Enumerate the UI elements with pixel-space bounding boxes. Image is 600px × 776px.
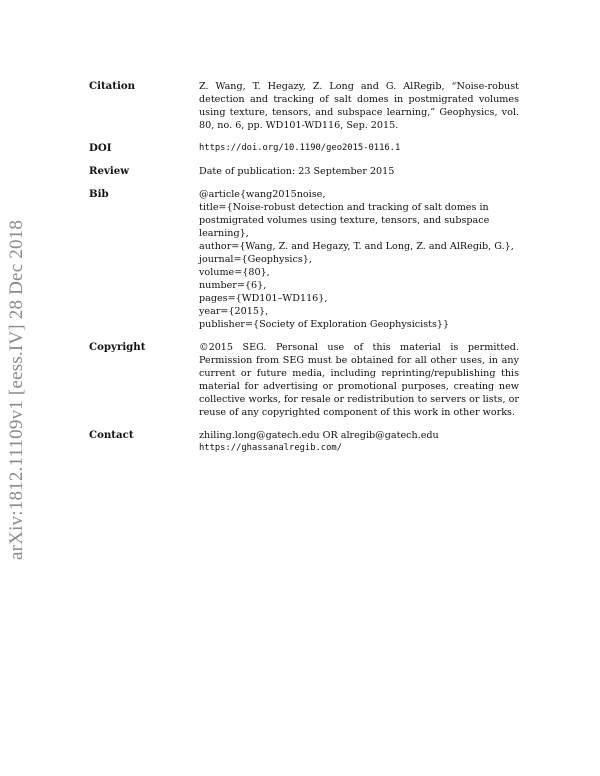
- bib-line: volume={80},: [199, 267, 270, 278]
- citation-text: Z. Wang, T. Hegazy, Z. Long and G. AlRegib, “Noise-robust detection and tracking of salt domes in postmigrated volumes using texture, tensors, and subspace learning,” Geophysics, vol. 80, no. 6, pp. WD101-WD116, Sep. 2015.: [199, 81, 519, 131]
- bib-line: pages={WD101–WD116},: [199, 293, 328, 304]
- contact-details: [199, 429, 519, 455]
- bib-line: year={2015},: [199, 306, 269, 317]
- copyright-text: ©2015 SEG. Personal use of this material is permitted. Permission from SEG must be obtained for all other uses, in any current or future media, including reprinting/republishing this material for advertising or promotional purposes, creating new collective works, for resale or redistribution to servers or lists, or reuse of any copyrighted component of this work in other works.: [199, 342, 519, 418]
- copyright-row: [89, 341, 519, 419]
- bib-row: [89, 188, 519, 331]
- cover-page-table: [89, 80, 519, 465]
- citation-label: Citation: [89, 80, 136, 92]
- contact-website-link[interactable]: https://ghassanalregib.com/: [199, 443, 342, 453]
- citation-row: [89, 80, 519, 132]
- bib-entry: [199, 188, 519, 331]
- bib-line: number={6},: [199, 280, 267, 291]
- contact-email[interactable]: zhiling.long@gatech.edu OR alregib@gatech.edu: [199, 430, 439, 441]
- contact-row: [89, 429, 519, 455]
- review-row: [89, 165, 519, 178]
- bib-line: author={Wang, Z. and Hegazy, T. and Long, Z. and AlRegib, G.},: [199, 241, 514, 252]
- review-text: Date of publication: 23 September 2015: [199, 166, 395, 177]
- doi-link[interactable]: https://doi.org/10.1190/geo2015-0116.1: [199, 143, 401, 153]
- contact-label: Contact: [89, 429, 134, 441]
- doi-label: DOI: [89, 142, 112, 154]
- arxiv-identifier: arXiv:1812.11109v1 [eess.IV] 28 Dec 2018: [6, 219, 27, 560]
- bib-line: title={Noise-robust detection and tracking of salt domes in postmigrated volumes using texture, tensors, and subspace learning},: [199, 202, 490, 239]
- bib-line: journal={Geophysics},: [199, 254, 312, 265]
- bib-line: @article{wang2015noise,: [199, 189, 326, 200]
- copyright-label: Copyright: [89, 341, 146, 353]
- review-label: Review: [89, 165, 129, 177]
- bib-label: Bib: [89, 188, 109, 200]
- bib-line: publisher={Society of Exploration Geophysicists}}: [199, 319, 450, 330]
- doi-row: [89, 142, 519, 155]
